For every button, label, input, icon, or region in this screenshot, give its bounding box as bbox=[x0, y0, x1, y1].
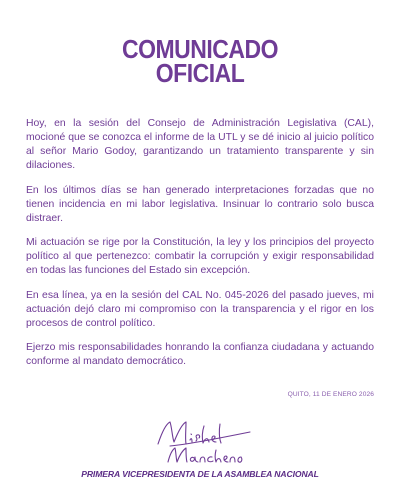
paragraph-4: En esa línea, ya en la sesión del CAL No. 045-2026 del pasado jueves, mi actuación dejó claro mi compromiso con la transparencia y el rigor en los procesos de control político. bbox=[26, 289, 374, 329]
title-line-1: COMUNICADO bbox=[122, 34, 278, 64]
page-title bbox=[0, 34, 400, 88]
handwritten-signature bbox=[150, 414, 270, 470]
place-date: QUITO, 11 DE ENERO 2026 bbox=[287, 391, 374, 398]
title-line-2: OFICIAL bbox=[155, 58, 245, 88]
paragraph-5: Ejerzo mis responsabilidades honrando la confianza ciudadana y actuando conforme al mandato democrático. bbox=[26, 342, 374, 367]
paragraph-2: En los últimos días se han generado interpretaciones forzadas que no tienen incidencia en mi labor legislativa. Insinuar lo contrario solo busca distraer. bbox=[26, 184, 374, 224]
paragraph-1: Hoy, en la sesión del Consejo de Administración Legislativa (CAL), mocioné que se conozca el informe de la UTL y se dé inicio al juicio político al señor Mario Godoy, garantizando un tratamiento transparente y sin dilaciones. bbox=[26, 118, 374, 171]
statement-body bbox=[26, 117, 374, 380]
signer-title: PRIMERA VICEPRESIDENTA DE LA ASAMBLEA NACIONAL bbox=[81, 469, 319, 479]
paragraph-3: Mi actuación se rige por la Constitución, la ley y los principios del proyecto político al que pertenezco: combatir la corrupción y exigir responsabilidad en todas las funciones del Estado sin excepción. bbox=[26, 237, 374, 276]
